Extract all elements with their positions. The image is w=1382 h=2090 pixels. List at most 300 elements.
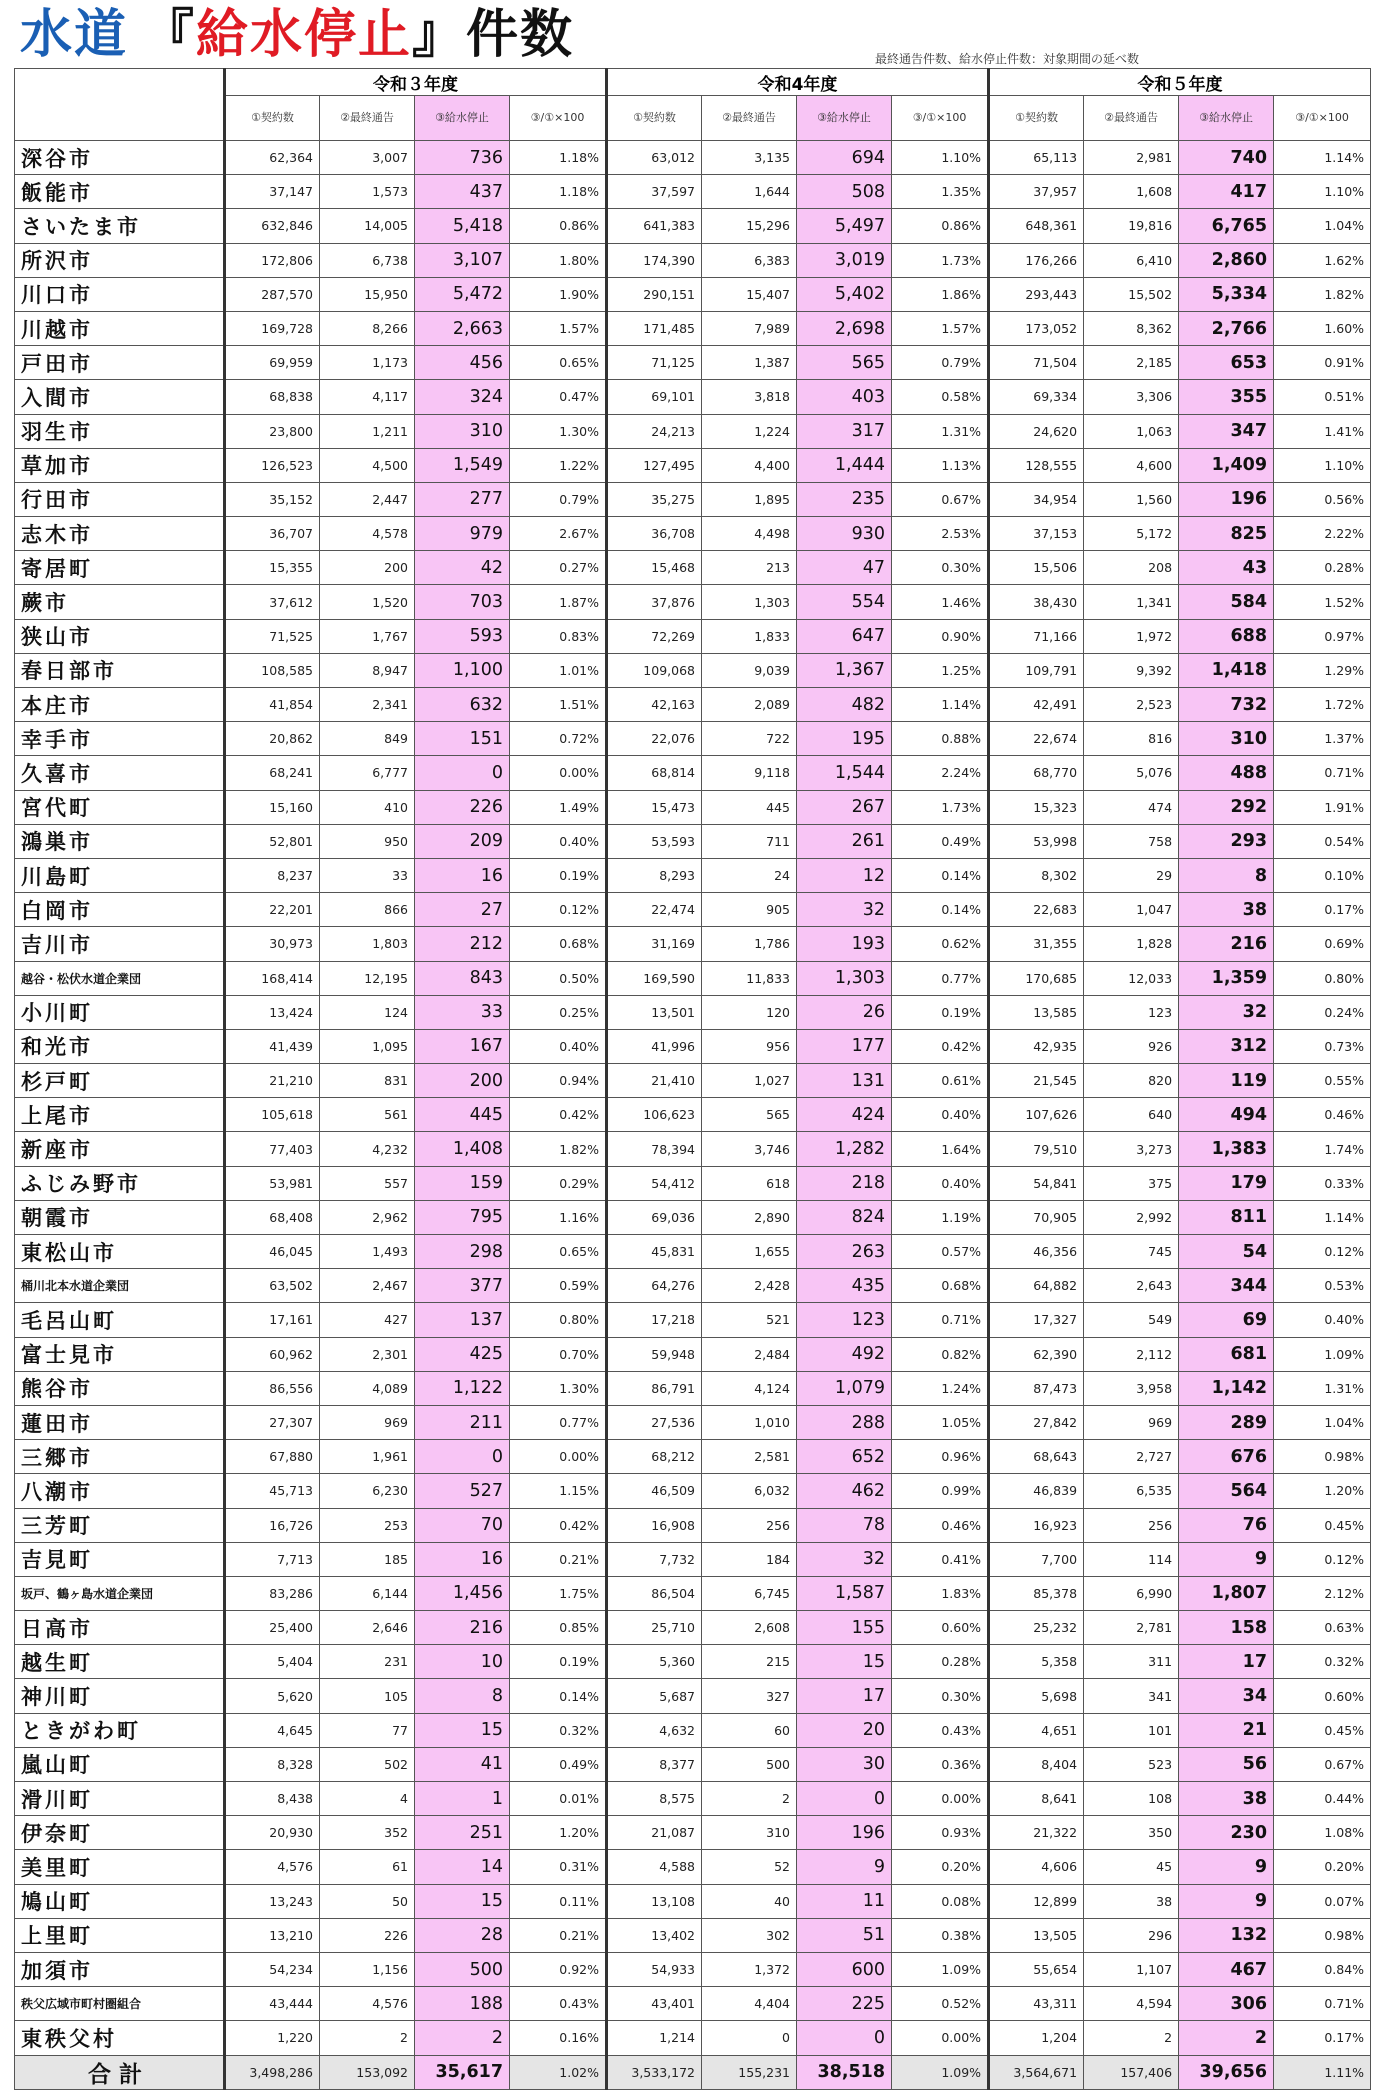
final-notice-count: 4,500 (320, 448, 415, 482)
final-notice-count: 950 (320, 824, 415, 858)
final-notice-count: 2 (1084, 2021, 1179, 2055)
stop-ratio: 1.22% (510, 448, 607, 482)
water-stop-count: 196 (797, 1816, 892, 1850)
contract-count: 31,169 (607, 927, 702, 961)
municipality-name: 毛呂山町 (15, 1303, 225, 1337)
contract-count: 8,404 (989, 1747, 1084, 1781)
stop-ratio: 1.05% (892, 1405, 989, 1439)
final-notice-count: 1,828 (1084, 927, 1179, 961)
contract-count: 15,323 (989, 790, 1084, 824)
table-row (15, 1064, 1371, 1098)
final-notice-count: 758 (1084, 824, 1179, 858)
title-part-2: 『 (142, 5, 197, 65)
stop-ratio: 1.18% (510, 175, 607, 209)
stop-ratio: 0.97% (1274, 619, 1371, 653)
water-stop-count: 647 (797, 619, 892, 653)
total-row (15, 2055, 1371, 2089)
water-stop-count: 377 (415, 1269, 510, 1303)
municipality-name: 桶川北本水道企業団 (15, 1269, 225, 1303)
contract-count: 13,505 (989, 1918, 1084, 1952)
final-notice-count: 9,118 (702, 756, 797, 790)
water-stop-count: 27 (415, 893, 510, 927)
municipality-name: 所沢市 (15, 243, 225, 277)
final-notice-count: 6,383 (702, 243, 797, 277)
contract-count: 4,645 (225, 1713, 320, 1747)
stop-ratio: 0.46% (1274, 1098, 1371, 1132)
water-stop-count: 3,107 (415, 243, 510, 277)
contract-count: 38,430 (989, 585, 1084, 619)
water-stop-count: 1,549 (415, 448, 510, 482)
table-row (15, 1440, 1371, 1474)
stop-ratio: 0.40% (892, 1166, 989, 1200)
table-row (15, 380, 1371, 414)
stop-ratio: 1.02% (510, 2055, 607, 2089)
water-stop-count: 261 (797, 824, 892, 858)
stop-ratio: 1.11% (1274, 2055, 1371, 2089)
contract-count: 71,125 (607, 346, 702, 380)
municipality-name: 鳩山町 (15, 1884, 225, 1918)
stop-ratio: 1.62% (1274, 243, 1371, 277)
table-row (15, 1850, 1371, 1884)
water-stop-count: 417 (1179, 175, 1274, 209)
contract-count: 53,981 (225, 1166, 320, 1200)
contract-count: 15,473 (607, 790, 702, 824)
contract-count: 169,728 (225, 311, 320, 345)
table-row (15, 209, 1371, 243)
water-stop-count: 2,766 (1179, 311, 1274, 345)
stop-ratio: 1.13% (892, 448, 989, 482)
municipality-name: 久喜市 (15, 756, 225, 790)
water-stop-count: 211 (415, 1405, 510, 1439)
contract-count: 8,377 (607, 1747, 702, 1781)
water-stop-count: 47 (797, 551, 892, 585)
stop-ratio: 0.00% (892, 2021, 989, 2055)
title-part-1: 水道 (20, 5, 129, 65)
contract-count: 13,243 (225, 1884, 320, 1918)
stop-ratio: 0.20% (1274, 1850, 1371, 1884)
contract-count: 71,166 (989, 619, 1084, 653)
municipality-name: 吉川市 (15, 927, 225, 961)
final-notice-count: 45 (1084, 1850, 1179, 1884)
stop-ratio: 0.29% (510, 1166, 607, 1200)
final-notice-count: 2,112 (1084, 1337, 1179, 1371)
year-header: 令和５年度 (989, 69, 1371, 96)
contract-count: 169,590 (607, 961, 702, 995)
table-row (15, 1918, 1371, 1952)
stop-ratio: 1.24% (892, 1371, 989, 1405)
stop-ratio: 0.52% (892, 1987, 989, 2021)
final-notice-count: 9,392 (1084, 653, 1179, 687)
stop-ratio: 0.63% (1274, 1611, 1371, 1645)
water-stop-count: 312 (1179, 1029, 1274, 1063)
contract-count: 3,498,286 (225, 2055, 320, 2089)
water-stop-header: ③給水停止 (1179, 96, 1274, 141)
stop-ratio: 0.90% (892, 619, 989, 653)
contract-count: 8,575 (607, 1782, 702, 1816)
final-notice-count: 1,027 (702, 1064, 797, 1098)
contract-count: 25,400 (225, 1611, 320, 1645)
contract-count: 85,378 (989, 1576, 1084, 1610)
contract-count: 13,424 (225, 995, 320, 1029)
municipality-name: 狭山市 (15, 619, 225, 653)
water-stop-count: 298 (415, 1235, 510, 1269)
water-stop-header: ③給水停止 (415, 96, 510, 141)
water-stop-count: 56 (1179, 1747, 1274, 1781)
stop-ratio: 1.14% (892, 688, 989, 722)
water-stop-count: 703 (415, 585, 510, 619)
contract-count: 4,576 (225, 1850, 320, 1884)
water-stop-count: 355 (1179, 380, 1274, 414)
stop-ratio: 1.14% (1274, 1200, 1371, 1234)
final-notice-count: 4,124 (702, 1371, 797, 1405)
contract-count: 127,495 (607, 448, 702, 482)
water-stop-count: 263 (797, 1235, 892, 1269)
municipality-name: 美里町 (15, 1850, 225, 1884)
final-notice-count: 6,777 (320, 756, 415, 790)
water-stop-count: 1,456 (415, 1576, 510, 1610)
final-notice-count: 200 (320, 551, 415, 585)
contract-count: 7,713 (225, 1542, 320, 1576)
municipality-name: 吉見町 (15, 1542, 225, 1576)
contract-count: 59,948 (607, 1337, 702, 1371)
water-stop-count: 5,497 (797, 209, 892, 243)
contract-count: 15,468 (607, 551, 702, 585)
final-notice-count: 6,990 (1084, 1576, 1179, 1610)
water-stop-count: 564 (1179, 1474, 1274, 1508)
final-notice-count: 2,523 (1084, 688, 1179, 722)
table-row (15, 1542, 1371, 1576)
contract-count: 22,201 (225, 893, 320, 927)
stop-ratio: 0.01% (510, 1782, 607, 1816)
table-row (15, 927, 1371, 961)
stop-ratio: 1.18% (510, 141, 607, 175)
stop-ratio: 0.33% (1274, 1166, 1371, 1200)
municipality-name: 伊奈町 (15, 1816, 225, 1850)
water-stop-count: 8 (415, 1679, 510, 1713)
water-stop-count: 42 (415, 551, 510, 585)
final-notice-count: 3,135 (702, 141, 797, 175)
water-stop-count: 12 (797, 858, 892, 892)
water-stop-count: 482 (797, 688, 892, 722)
table-row (15, 1029, 1371, 1063)
municipality-name: 川越市 (15, 311, 225, 345)
table-row (15, 1405, 1371, 1439)
table-row (15, 790, 1371, 824)
final-notice-count: 3,273 (1084, 1132, 1179, 1166)
contract-count: 22,076 (607, 722, 702, 756)
table-row (15, 585, 1371, 619)
contract-count: 69,036 (607, 1200, 702, 1234)
contract-count: 72,269 (607, 619, 702, 653)
water-stop-count: 676 (1179, 1440, 1274, 1474)
final-notice-count: 33 (320, 858, 415, 892)
contract-count: 25,232 (989, 1611, 1084, 1645)
final-notice-count: 15,407 (702, 277, 797, 311)
stop-ratio: 0.73% (1274, 1029, 1371, 1063)
final-notice-count: 1,387 (702, 346, 797, 380)
stop-ratio: 1.01% (510, 653, 607, 687)
contract-count: 45,713 (225, 1474, 320, 1508)
final-notice-count: 565 (702, 1098, 797, 1132)
municipality-name: 幸手市 (15, 722, 225, 756)
stop-ratio: 0.94% (510, 1064, 607, 1098)
contract-count: 63,012 (607, 141, 702, 175)
contract-count: 37,597 (607, 175, 702, 209)
stop-ratio: 0.10% (1274, 858, 1371, 892)
ratio-header: ③/①×100 (1274, 96, 1371, 141)
water-stop-count: 1,408 (415, 1132, 510, 1166)
water-stop-count: 736 (415, 141, 510, 175)
stop-ratio: 0.65% (510, 346, 607, 380)
water-stop-count: 1,100 (415, 653, 510, 687)
water-stop-count: 54 (1179, 1235, 1274, 1269)
contract-count: 21,087 (607, 1816, 702, 1850)
municipality-name: 朝霞市 (15, 1200, 225, 1234)
water-stop-count: 0 (415, 756, 510, 790)
final-notice-count: 52 (702, 1850, 797, 1884)
final-notice-count: 302 (702, 1918, 797, 1952)
water-stop-count: 1,367 (797, 653, 892, 687)
water-stop-count: 979 (415, 517, 510, 551)
municipality-name: ふじみ野市 (15, 1166, 225, 1200)
water-stop-count: 424 (797, 1098, 892, 1132)
final-notice-count: 0 (702, 2021, 797, 2055)
water-stop-count: 195 (797, 722, 892, 756)
table-row (15, 1132, 1371, 1166)
stop-ratio: 0.30% (892, 551, 989, 585)
water-stop-count: 216 (1179, 927, 1274, 961)
water-stop-count: 467 (1179, 1952, 1274, 1986)
contract-count: 648,361 (989, 209, 1084, 243)
stop-ratio: 0.57% (892, 1235, 989, 1269)
contract-count: 173,052 (989, 311, 1084, 345)
final-notice-count: 1,372 (702, 1952, 797, 1986)
water-stop-count: 43 (1179, 551, 1274, 585)
water-stop-count: 277 (415, 482, 510, 516)
water-stop-count: 151 (415, 722, 510, 756)
final-notice-count: 155,231 (702, 2055, 797, 2089)
final-notice-count: 208 (1084, 551, 1179, 585)
final-notice-count: 15,502 (1084, 277, 1179, 311)
stop-ratio: 0.31% (510, 1850, 607, 1884)
water-stop-count: 1,409 (1179, 448, 1274, 482)
contract-count: 4,651 (989, 1713, 1084, 1747)
stop-ratio: 0.12% (1274, 1542, 1371, 1576)
stop-ratio: 0.42% (510, 1098, 607, 1132)
stop-ratio: 0.25% (510, 995, 607, 1029)
water-stop-count: 20 (797, 1713, 892, 1747)
stop-ratio: 0.08% (892, 1884, 989, 1918)
contract-count: 4,588 (607, 1850, 702, 1884)
municipality-name: 川島町 (15, 858, 225, 892)
stop-ratio: 0.67% (1274, 1747, 1371, 1781)
stop-ratio: 0.60% (892, 1611, 989, 1645)
final-notice-count: 352 (320, 1816, 415, 1850)
final-notice-count: 1,961 (320, 1440, 415, 1474)
contract-count: 71,525 (225, 619, 320, 653)
stop-ratio: 0.84% (1274, 1952, 1371, 1986)
final-notice-count: 19,816 (1084, 209, 1179, 243)
final-notice-count: 1,107 (1084, 1952, 1179, 1986)
final-notice-count: 114 (1084, 1542, 1179, 1576)
water-stop-count: 554 (797, 585, 892, 619)
stop-ratio: 0.91% (1274, 346, 1371, 380)
contract-count: 77,403 (225, 1132, 320, 1166)
water-stop-count: 2 (1179, 2021, 1274, 2055)
contract-count: 17,327 (989, 1303, 1084, 1337)
contract-count: 36,707 (225, 517, 320, 551)
final-notice-count: 6,738 (320, 243, 415, 277)
table-row (15, 756, 1371, 790)
stop-ratio: 1.14% (1274, 141, 1371, 175)
final-notice-count: 474 (1084, 790, 1179, 824)
final-notice-count: 6,745 (702, 1576, 797, 1610)
stop-ratio: 1.10% (1274, 448, 1371, 482)
table-row (15, 2021, 1371, 2055)
contract-count: 21,322 (989, 1816, 1084, 1850)
contract-count: 41,996 (607, 1029, 702, 1063)
municipality-name: 鴻巣市 (15, 824, 225, 858)
contract-count: 4,606 (989, 1850, 1084, 1884)
contract-count: 16,726 (225, 1508, 320, 1542)
municipality-name: 東松山市 (15, 1235, 225, 1269)
stop-ratio: 1.19% (892, 1200, 989, 1234)
contract-count: 1,214 (607, 2021, 702, 2055)
contract-count: 21,210 (225, 1064, 320, 1098)
stop-ratio: 0.11% (510, 1884, 607, 1918)
contract-count: 53,593 (607, 824, 702, 858)
stop-ratio: 0.80% (510, 1303, 607, 1337)
municipality-name: 草加市 (15, 448, 225, 482)
water-stop-count: 41 (415, 1747, 510, 1781)
stop-ratio: 1.20% (1274, 1474, 1371, 1508)
stop-ratio: 1.87% (510, 585, 607, 619)
final-notice-count: 3,306 (1084, 380, 1179, 414)
contract-count: 37,612 (225, 585, 320, 619)
table-row (15, 414, 1371, 448)
stop-ratio: 1.09% (892, 2055, 989, 2089)
water-stop-count: 32 (797, 1542, 892, 1576)
final-notice-header: ②最終通告 (1084, 96, 1179, 141)
municipality-name: 蕨市 (15, 585, 225, 619)
contract-count: 43,401 (607, 1987, 702, 2021)
stop-ratio: 1.75% (510, 1576, 607, 1610)
municipality-name: 杉戸町 (15, 1064, 225, 1098)
stop-ratio: 0.62% (892, 927, 989, 961)
final-notice-count: 38 (1084, 1884, 1179, 1918)
stop-ratio: 0.00% (510, 1440, 607, 1474)
stop-ratio: 0.41% (892, 1542, 989, 1576)
table-row (15, 1713, 1371, 1747)
water-stop-count: 732 (1179, 688, 1274, 722)
final-notice-count: 8,947 (320, 653, 415, 687)
contract-count: 20,930 (225, 1816, 320, 1850)
contract-count: 8,293 (607, 858, 702, 892)
final-notice-count: 77 (320, 1713, 415, 1747)
stop-ratio: 0.99% (892, 1474, 989, 1508)
ratio-header: ③/①×100 (892, 96, 989, 141)
water-stop-count: 456 (415, 346, 510, 380)
water-stop-count: 600 (797, 1952, 892, 1986)
stop-ratio: 0.60% (1274, 1679, 1371, 1713)
contract-count: 69,334 (989, 380, 1084, 414)
table-row (15, 1611, 1371, 1645)
final-notice-count: 226 (320, 1918, 415, 1952)
contract-count: 13,210 (225, 1918, 320, 1952)
water-stop-count: 9 (1179, 1542, 1274, 1576)
table-row (15, 517, 1371, 551)
water-stop-count: 1,079 (797, 1371, 892, 1405)
final-notice-count: 5,172 (1084, 517, 1179, 551)
water-stop-table (14, 68, 1371, 2090)
final-notice-count: 108 (1084, 1782, 1179, 1816)
contract-count: 5,687 (607, 1679, 702, 1713)
municipality-name: 本庄市 (15, 688, 225, 722)
contract-count: 290,151 (607, 277, 702, 311)
contract-count: 293,443 (989, 277, 1084, 311)
final-notice-count: 1,786 (702, 927, 797, 961)
final-notice-count: 6,230 (320, 1474, 415, 1508)
final-notice-count: 310 (702, 1816, 797, 1850)
municipality-name: 戸田市 (15, 346, 225, 380)
contract-count: 41,439 (225, 1029, 320, 1063)
final-notice-count: 1,520 (320, 585, 415, 619)
final-notice-count: 1,173 (320, 346, 415, 380)
municipality-name: 越生町 (15, 1645, 225, 1679)
final-notice-count: 445 (702, 790, 797, 824)
contract-count: 78,394 (607, 1132, 702, 1166)
contract-count: 55,654 (989, 1952, 1084, 1986)
water-stop-count: 2,860 (1179, 243, 1274, 277)
contract-count: 22,674 (989, 722, 1084, 756)
water-stop-count: 132 (1179, 1918, 1274, 1952)
table-row (15, 346, 1371, 380)
water-stop-count: 347 (1179, 414, 1274, 448)
contract-count-header: ①契約数 (607, 96, 702, 141)
water-stop-count: 200 (415, 1064, 510, 1098)
year-header: 令和4年度 (607, 69, 989, 96)
contract-count: 69,959 (225, 346, 320, 380)
table-row (15, 688, 1371, 722)
final-notice-count: 184 (702, 1542, 797, 1576)
stop-ratio: 0.32% (1274, 1645, 1371, 1679)
contract-count: 46,045 (225, 1235, 320, 1269)
contract-count: 3,564,671 (989, 2055, 1084, 2089)
stop-ratio: 1.86% (892, 277, 989, 311)
table-row (15, 1576, 1371, 1610)
stop-ratio: 0.12% (510, 893, 607, 927)
water-stop-count: 35,617 (415, 2055, 510, 2089)
water-stop-count: 324 (415, 380, 510, 414)
final-notice-count: 40 (702, 1884, 797, 1918)
stop-ratio: 0.55% (1274, 1064, 1371, 1098)
contract-count-header: ①契約数 (225, 96, 320, 141)
stop-ratio: 1.51% (510, 688, 607, 722)
water-stop-count: 0 (797, 2021, 892, 2055)
stop-ratio: 1.60% (1274, 311, 1371, 345)
final-notice-count: 1,833 (702, 619, 797, 653)
municipality-name: 秩父広域市町村圏組合 (15, 1987, 225, 2021)
final-notice-count: 311 (1084, 1645, 1179, 1679)
contract-count: 54,412 (607, 1166, 702, 1200)
final-notice-count: 1,560 (1084, 482, 1179, 516)
final-notice-count: 215 (702, 1645, 797, 1679)
contract-count: 21,410 (607, 1064, 702, 1098)
contract-count: 5,698 (989, 1679, 1084, 1713)
contract-count: 64,276 (607, 1269, 702, 1303)
stop-ratio: 0.19% (510, 858, 607, 892)
header-note: 最終通告件数、給水停止件数：対象期間の延べ数 (875, 52, 1140, 66)
